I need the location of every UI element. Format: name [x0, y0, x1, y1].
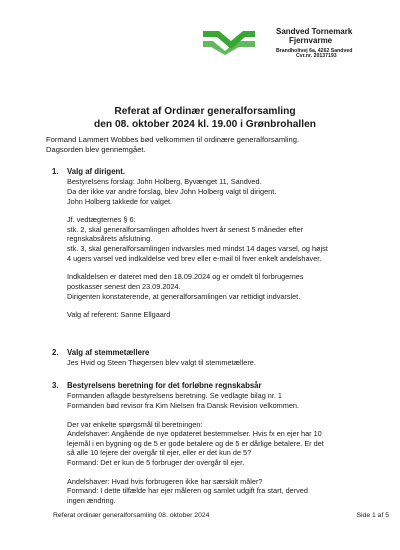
section-heading: [52, 167, 382, 177]
text-line: Formanden aflagde bestyrelsens beretning. Se vedlagte bilag nr. 1: [67, 391, 282, 401]
text-line: ingen ændring.: [67, 495, 116, 505]
intro-line-1: Formand Lammert Wobbes bød velkommen til ordinære generalforsamling.: [46, 135, 300, 144]
text-line: lejemål i en bygning og de 5 er gode betalere og de 5 er dårlige betalere. Er det: [67, 438, 324, 448]
company-logo-icon: [201, 27, 257, 55]
footer-page-number: Side 1 af 5: [356, 512, 389, 519]
section-body: [52, 391, 382, 505]
text-line: Dirigenten konstaterende, at generalforsamlingen var rettidigt indvarslet.: [67, 291, 301, 301]
text-line: Formand: I dette tilfælde har ejer måleren og samlet udgift fra start, derved: [67, 486, 308, 496]
text-line: John Holberg takkede for valget.: [67, 196, 173, 206]
footer-document-name: Referat ordinær generalforsamling 08. oktober 2024: [53, 512, 210, 519]
section-title: Bestyrelsens beretning for det forløbne regnskabsår: [67, 381, 262, 390]
section-3: [52, 381, 382, 506]
text-line: stk. 2, skal generalforsamlingen afholdes hvert år senest 5 måneder efter: [67, 224, 304, 234]
text-line: så alle 10 lejere der overgår til ejer, eller er det kun de 5?: [67, 448, 252, 458]
section-title: Valg af stemmetællere: [67, 348, 150, 357]
title-line-2: den 08. oktober 2024 kl. 19.00 i Grønbrohallen: [94, 119, 316, 131]
text-line: Jf. vedtægternes § 6:: [67, 215, 136, 225]
company-name: Sandved Tornemark: [276, 27, 353, 36]
text-line: Da der ikke var andre forslag, blev John Holberg valgt til dirigent.: [67, 186, 277, 196]
text-line: Andelshaver: Angående de nye opdateret bestemmelser. Hvis fx en ejer har 10: [67, 429, 322, 439]
intro-line-2: Dagsorden blev gennemgået.: [46, 144, 146, 154]
company-address: Brandholtvej 6a, 4262 Sandved: [276, 47, 353, 54]
company-cvr: Cvr.nr. 20137193: [296, 53, 337, 60]
text-line: postkasser senest den 23.09.2024.: [67, 281, 181, 291]
company-header: [276, 28, 388, 60]
text-line: Formanden bød revisor fra Kim Nielsen fra Dansk Revision velkommen.: [67, 400, 299, 410]
text-line: regnskabsårets afslutning.: [67, 234, 153, 244]
section-number: 1.: [52, 167, 59, 176]
section-title: Valg af dirigent.: [67, 167, 126, 176]
text-line: Andelshaver: Hvad hvis forbrugeren ikke har særskilt måler?: [67, 476, 263, 486]
title-line-1: Referat af Ordinær generalforsamling: [114, 106, 296, 117]
text-line: Valg af referent: Sanne Ellgaard: [67, 310, 171, 320]
text-line: Jes Hvid og Steen Thøgersen blev valgt til stemmetællere.: [67, 358, 256, 368]
intro-paragraph: [46, 135, 376, 155]
document-title: [60, 105, 350, 132]
text-line: stk. 3, skal generalforsamlingen indvarsles med mindst 14 dages varsel, og højst: [67, 244, 328, 254]
text-line: Formand: Det er kun de 5 forbruger der overgår til ejer.: [67, 458, 245, 468]
section-body: [52, 358, 382, 368]
section-1: [52, 167, 382, 320]
section-number: 3.: [52, 381, 59, 390]
section-heading: [52, 348, 382, 358]
section-body: [52, 177, 382, 320]
text-line: 4 ugers varsel ved indkaldelse ved brev eller e-mail til hver enkelt andelshaver.: [67, 253, 322, 263]
text-line: Indkaldelsen er dateret med den 18.09.2024 og er omdelt til forbrugernes: [67, 272, 304, 282]
section-number: 2.: [52, 348, 59, 357]
company-subtitle: Fjernvarme: [289, 35, 333, 45]
text-line: Bestyrelsens forslag: John Holberg, Byvænget 11, Sandved.: [67, 177, 262, 187]
section-heading: [52, 381, 382, 391]
text-line: Der var enkelte spørgsmål til beretningen:: [67, 419, 203, 429]
section-2: [52, 348, 382, 368]
